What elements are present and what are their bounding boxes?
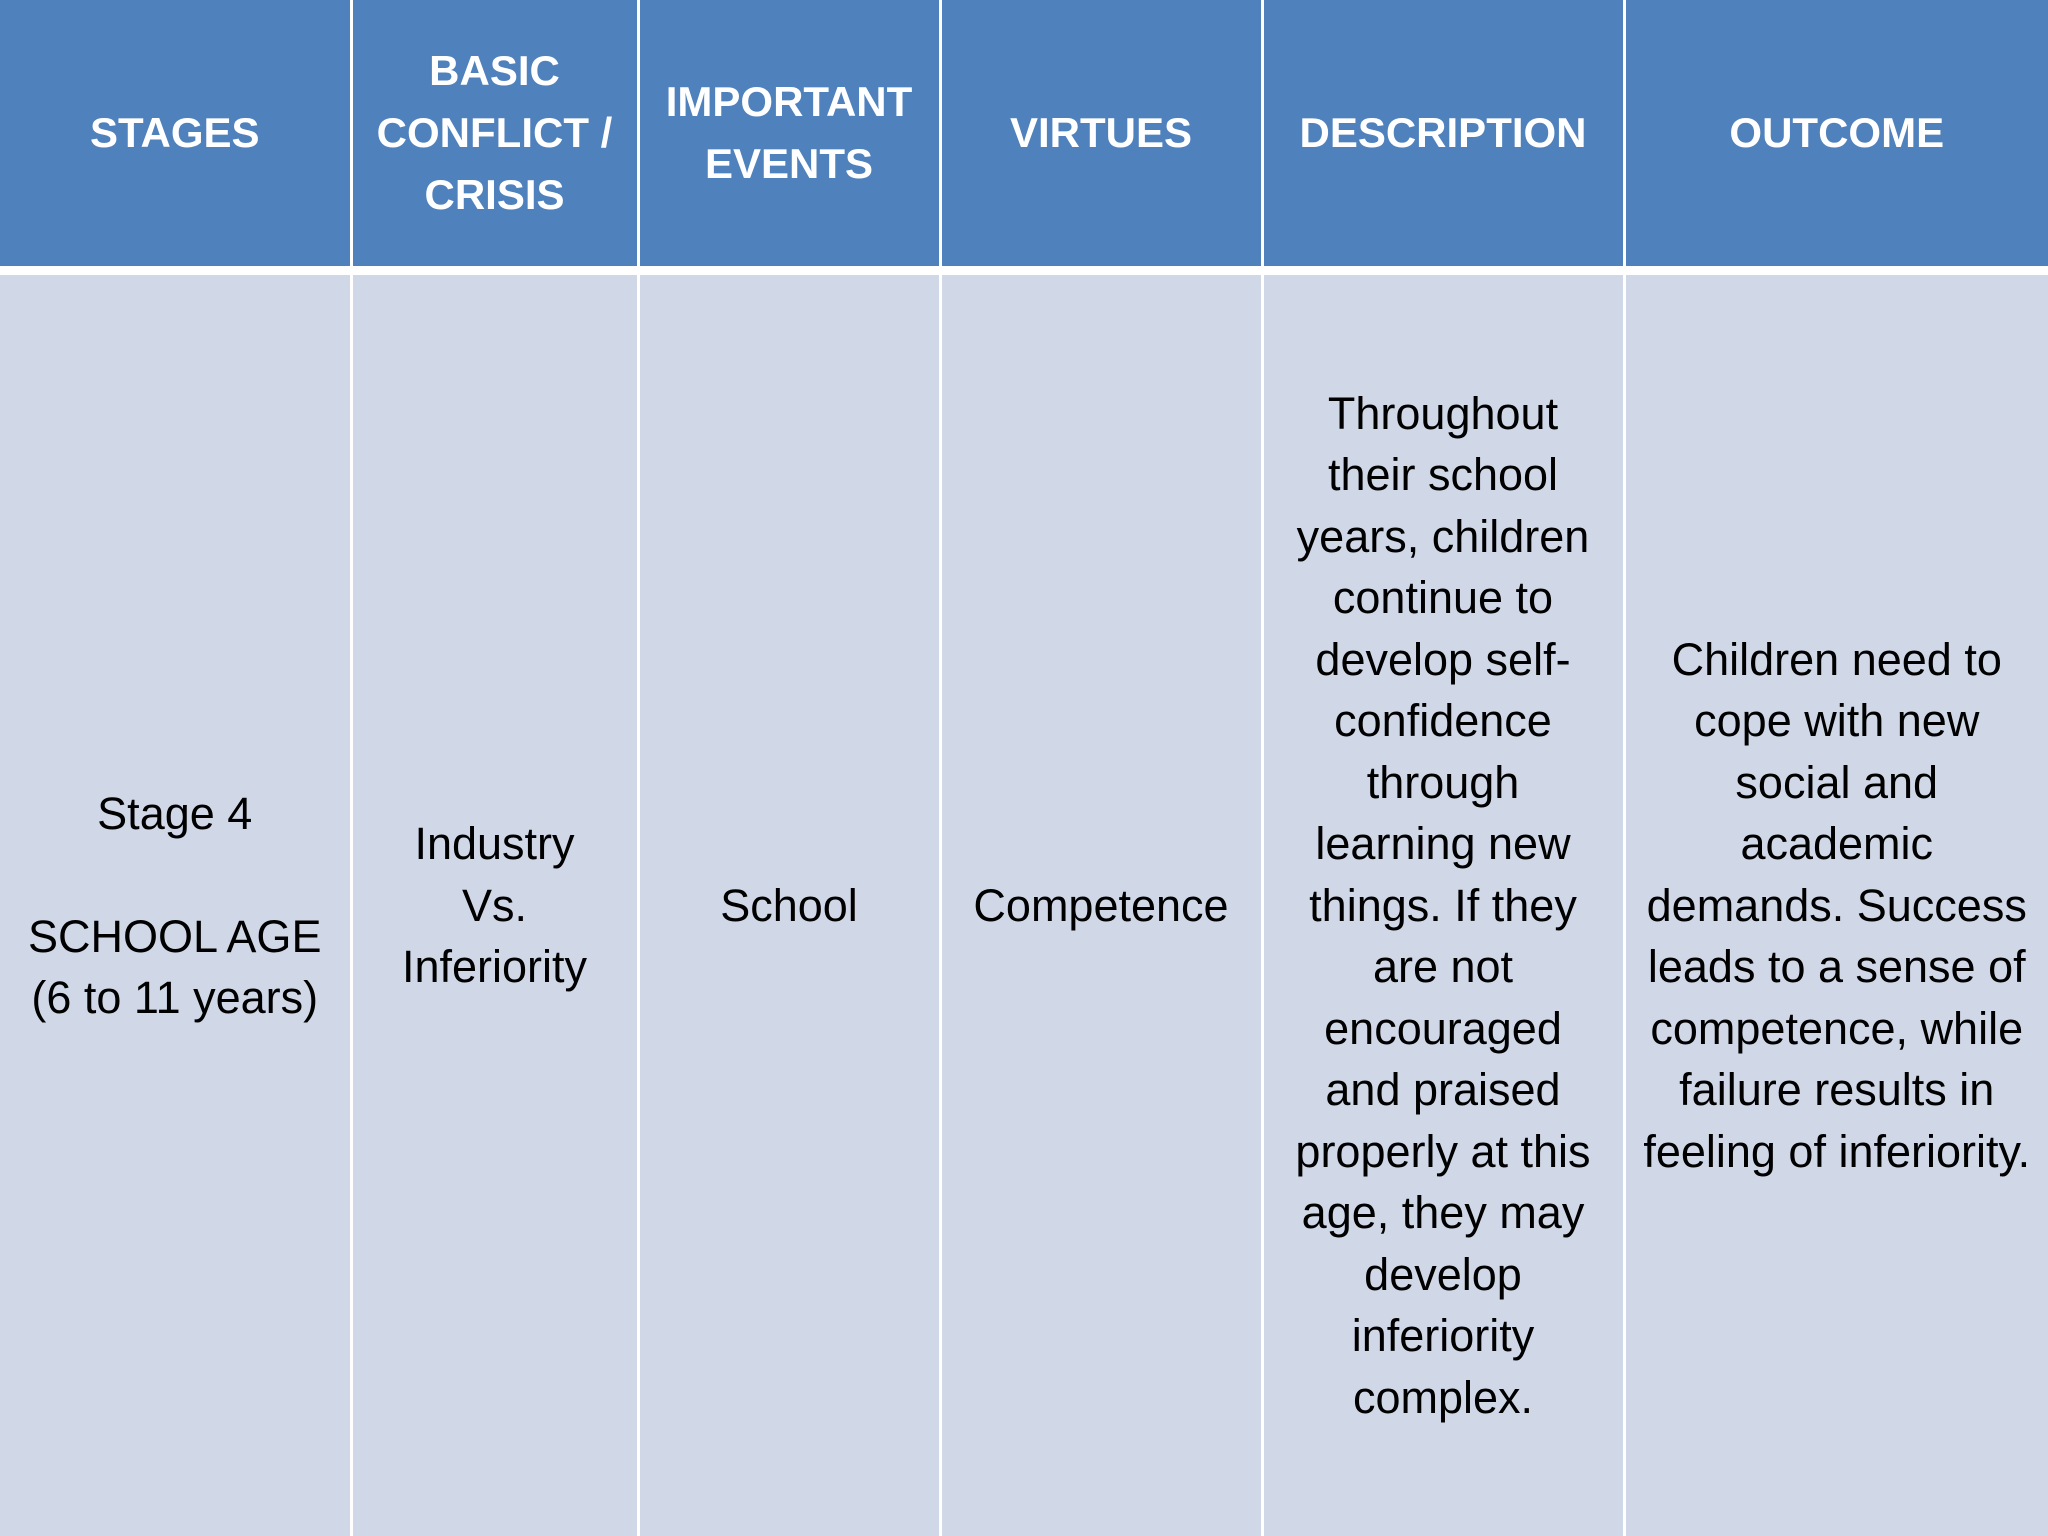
cell-outcome: Children need to cope with new social and academic demands. Success leads to a sense of competence, while failure results in feeling of inferiority.	[1624, 271, 2048, 1536]
header-outcome: OUTCOME	[1624, 0, 2048, 271]
cell-important-events: School	[638, 271, 940, 1536]
header-row	[0, 0, 2048, 271]
cell-stage: Stage 4 SCHOOL AGE (6 to 11 years)	[0, 271, 351, 1536]
header-stages: STAGES	[0, 0, 351, 271]
header-important-events: IMPORTANT EVENTS	[638, 0, 940, 271]
cell-description: Throughout their school years, children continue to develop self-confidence through learning new things. If they are not encouraged and praised properly at this age, they may develop inferiority complex.	[1262, 271, 1624, 1536]
table-row	[0, 271, 2048, 1536]
cell-virtues: Competence	[940, 271, 1262, 1536]
header-description: DESCRIPTION	[1262, 0, 1624, 271]
header-basic-conflict: BASIC CONFLICT / CRISIS	[351, 0, 638, 271]
cell-basic-conflict: Industry Vs. Inferiority	[351, 271, 638, 1536]
header-virtues: VIRTUES	[940, 0, 1262, 271]
